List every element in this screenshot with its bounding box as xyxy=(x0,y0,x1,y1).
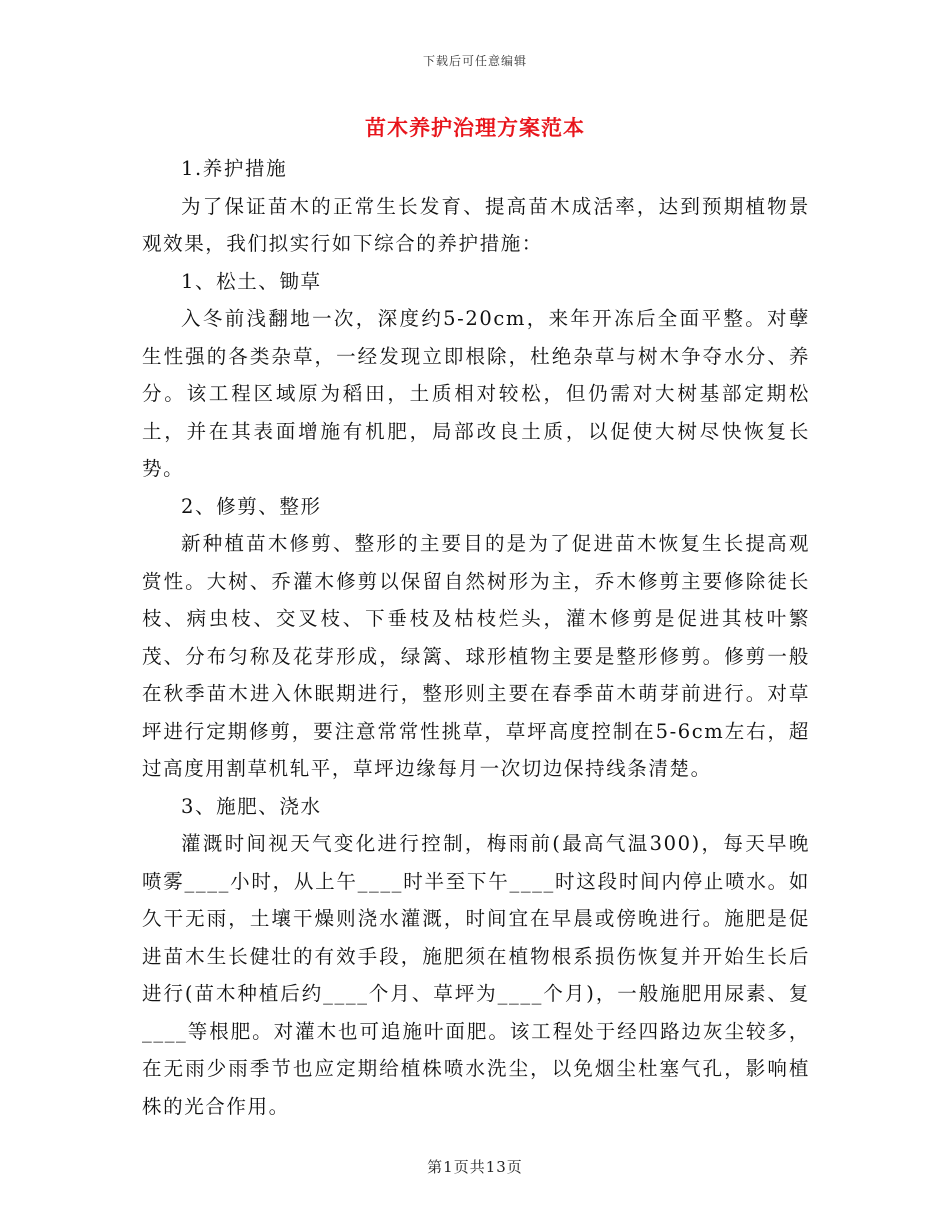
section-heading: 3、施肥、浇水 xyxy=(181,794,322,818)
section-heading: 1.养护措施 xyxy=(181,157,288,180)
section-heading: 1、松土、锄草 xyxy=(181,269,322,293)
document-body xyxy=(142,150,810,1125)
page-header-note: 下载后可任意编辑 xyxy=(422,54,527,68)
page-number: 第1页共13页 xyxy=(427,1158,523,1176)
paragraph: 入冬前浅翻地一次，深度约5-20cm，来年开冻后全面平整。对孽生性强的各类杂草，一经发现立即根除，杜绝杂草与树木争夺水分、养分。该工程区域原为稻田，土质相对较松，但仍需对大树基部定期松土，并在其表面增施有机肥，局部改良土质，以促使大树尽快恢复长势。 xyxy=(142,307,810,480)
paragraph: 灌溉时间视天气变化进行控制，梅雨前(最高气温300)，每天早晚喷雾____小时，从上午____时半至下午____时这段时间内停止喷水。如久干无雨，土壤干燥则浇水灌溉，时间宜在早晨或傍晚进行。施肥是促进苗木生长健壮的有效手段，施肥须在植物根系损伤恢复并开始生长后进行(苗木种植后约____个月、草坪为____个月)，一般施肥用尿素、复____等根肥。对灌木也可追施叶面肥。该工程处于经四路边灰尘较多，在无雨少雨季节也应定期给植株喷水洗尘，以免烟尘杜塞气孔，影响植株的光合作用。 xyxy=(142,832,810,1118)
paragraph: 新种植苗木修剪、整形的主要目的是为了促进苗木恢复生长提高观赏性。大树、乔灌木修剪以保留自然树形为主，乔木修剪主要修除徒长枝、病虫枝、交叉枝、下垂枝及枯枝烂头，灌木修剪是促进其枝叶繁茂、分布匀称及花芽形成，绿篱、球形植物主要是整形修剪。修剪一般在秋季苗木进入休眠期进行，整形则主要在春季苗木萌芽前进行。对草坪进行定期修剪，要注意常常性挑草，草坪高度控制在5-6cm左右，超过高度用割草机轧平，草坪边缘每月一次切边保持线条清楚。 xyxy=(142,532,810,780)
paragraph: 为了保证苗木的正常生长发育、提高苗木成活率，达到预期植物景观效果，我们拟实行如下综合的养护措施： xyxy=(142,194,810,255)
document-title: 苗木养护治理方案范本 xyxy=(365,115,585,140)
section-heading: 2、修剪、整形 xyxy=(181,494,322,518)
